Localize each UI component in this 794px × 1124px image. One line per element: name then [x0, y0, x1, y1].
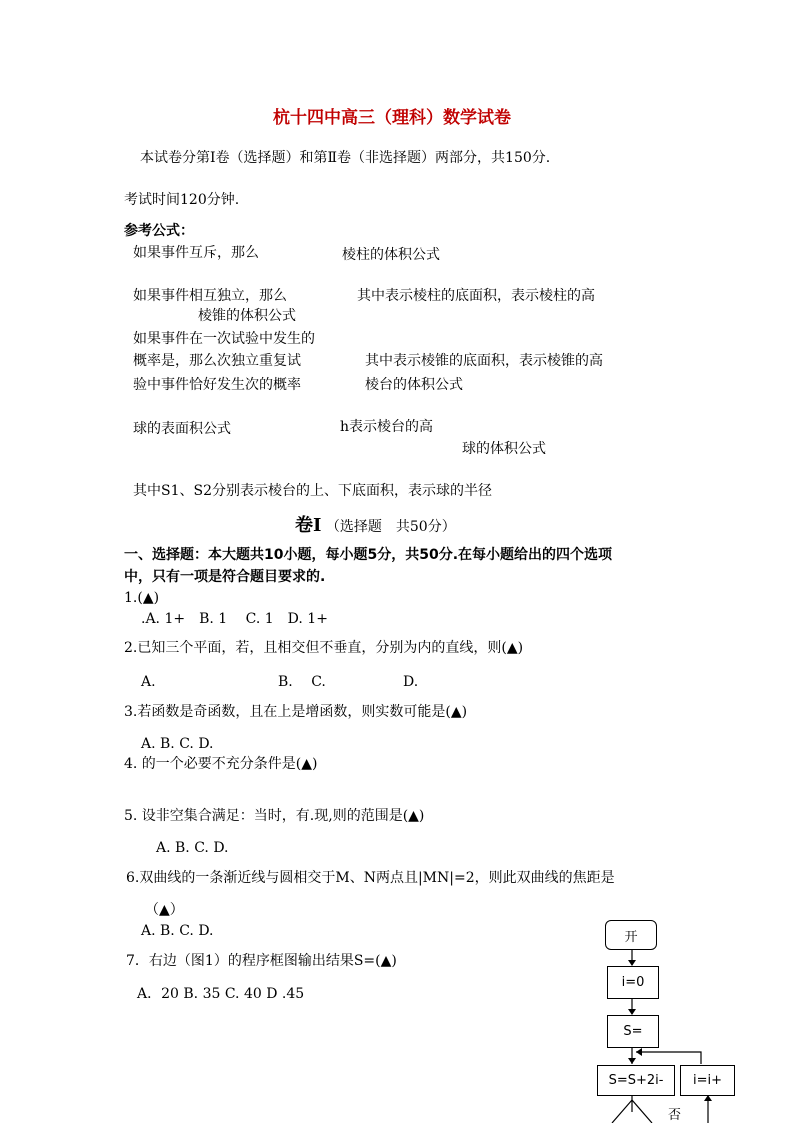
- question-1-stem: 1.(▲): [124, 590, 160, 606]
- flowchart-start: 开: [605, 920, 657, 950]
- section1-title-sub: （选择题 共50分）: [325, 519, 456, 535]
- page-title: 杭十四中高三（理科）数学试卷: [273, 108, 511, 128]
- intro-line-1: 本试卷分第Ⅰ卷（选择题）和第Ⅱ卷（非选择题）两部分，共150分.: [140, 150, 551, 166]
- flowchart-init-s: S=: [607, 1015, 659, 1048]
- question-2-option-d: D.: [403, 674, 419, 690]
- formula-left-5: 验中事件恰好发生次的概率: [133, 377, 301, 393]
- formula-left-1: 如果事件互斥，那么: [133, 245, 259, 261]
- flowchart-no-label: 否: [668, 1108, 682, 1123]
- formula-right-3: 棱锥的体积公式: [198, 308, 296, 324]
- question-2-option-a: A.: [141, 674, 156, 690]
- formula-left-6: 球的表面积公式: [133, 421, 231, 437]
- formula-right-4: 其中表示棱锥的底面积，表示棱锥的高: [365, 353, 603, 369]
- formula-right-1: 棱柱的体积公式: [342, 247, 440, 263]
- question-4-stem: 4. 的一个必要不充分条件是(▲): [124, 756, 318, 772]
- section1-title-main: 卷Ⅰ: [295, 515, 322, 536]
- question-5-options: A. B. C. D.: [156, 840, 229, 856]
- question-2-stem: 2.已知三个平面，若，且相交但不垂直，分别为内的直线，则(▲): [124, 640, 524, 656]
- question-6-stem-cont: （▲）: [145, 902, 184, 918]
- formula-right-2: 其中表示棱柱的底面积，表示棱柱的高: [357, 288, 595, 304]
- question-7-stem: 7．右边（图1）的程序框图输出结果S=(▲): [126, 953, 397, 969]
- formula-left-3: 如果事件在一次试验中发生的: [133, 331, 315, 347]
- formula-right-6: h表示棱台的高: [340, 419, 434, 435]
- formula-left-4: 概率是，那么次独立重复试: [133, 353, 301, 369]
- question-3-options: A. B. C. D.: [141, 736, 214, 752]
- flowchart-update-s: S=S+2i-: [597, 1065, 675, 1096]
- question-6-options: A. B. C. D.: [141, 923, 214, 939]
- question-6-stem: 6.双曲线的一条渐近线与圆相交于M、N两点且|MN|=2，则此双曲线的焦距是: [126, 870, 615, 886]
- question-5-stem: 5. 设非空集合满足：当时，有.现,则的范围是(▲): [124, 808, 425, 824]
- formula-left-2: 如果事件相互独立，那么: [133, 288, 287, 304]
- question-2-option-bc: B. C.: [278, 674, 326, 690]
- formula-right-7: 球的体积公式: [462, 441, 546, 457]
- formulas-heading: 参考公式：: [124, 223, 194, 239]
- flowchart-init-i: i=0: [607, 966, 659, 999]
- flowchart-update-i: i=i+: [680, 1065, 735, 1096]
- question-1-options: .A. 1+ B. 1 C. 1 D. 1+: [141, 611, 328, 627]
- section1-instruction-1: 一、选择题：本大题共10小题，每小题5分，共50分.在每小题给出的四个选项: [124, 547, 613, 563]
- section1-instruction-2: 中，只有一项是符合题目要求的.: [124, 569, 326, 585]
- question-3-stem: 3.若函数是奇函数，且在上是增函数，则实数可能是(▲): [124, 704, 468, 720]
- intro-line-2: 考试时间120分钟.: [124, 192, 240, 208]
- question-7-options: A．20 B. 35 C. 40 D .45: [137, 986, 305, 1002]
- formula-footnote: 其中S1、S2分别表示棱台的上、下底面积，表示球的半径: [133, 483, 492, 499]
- formula-right-5: 棱台的体积公式: [365, 377, 463, 393]
- flowchart-loop-back: [636, 1052, 701, 1064]
